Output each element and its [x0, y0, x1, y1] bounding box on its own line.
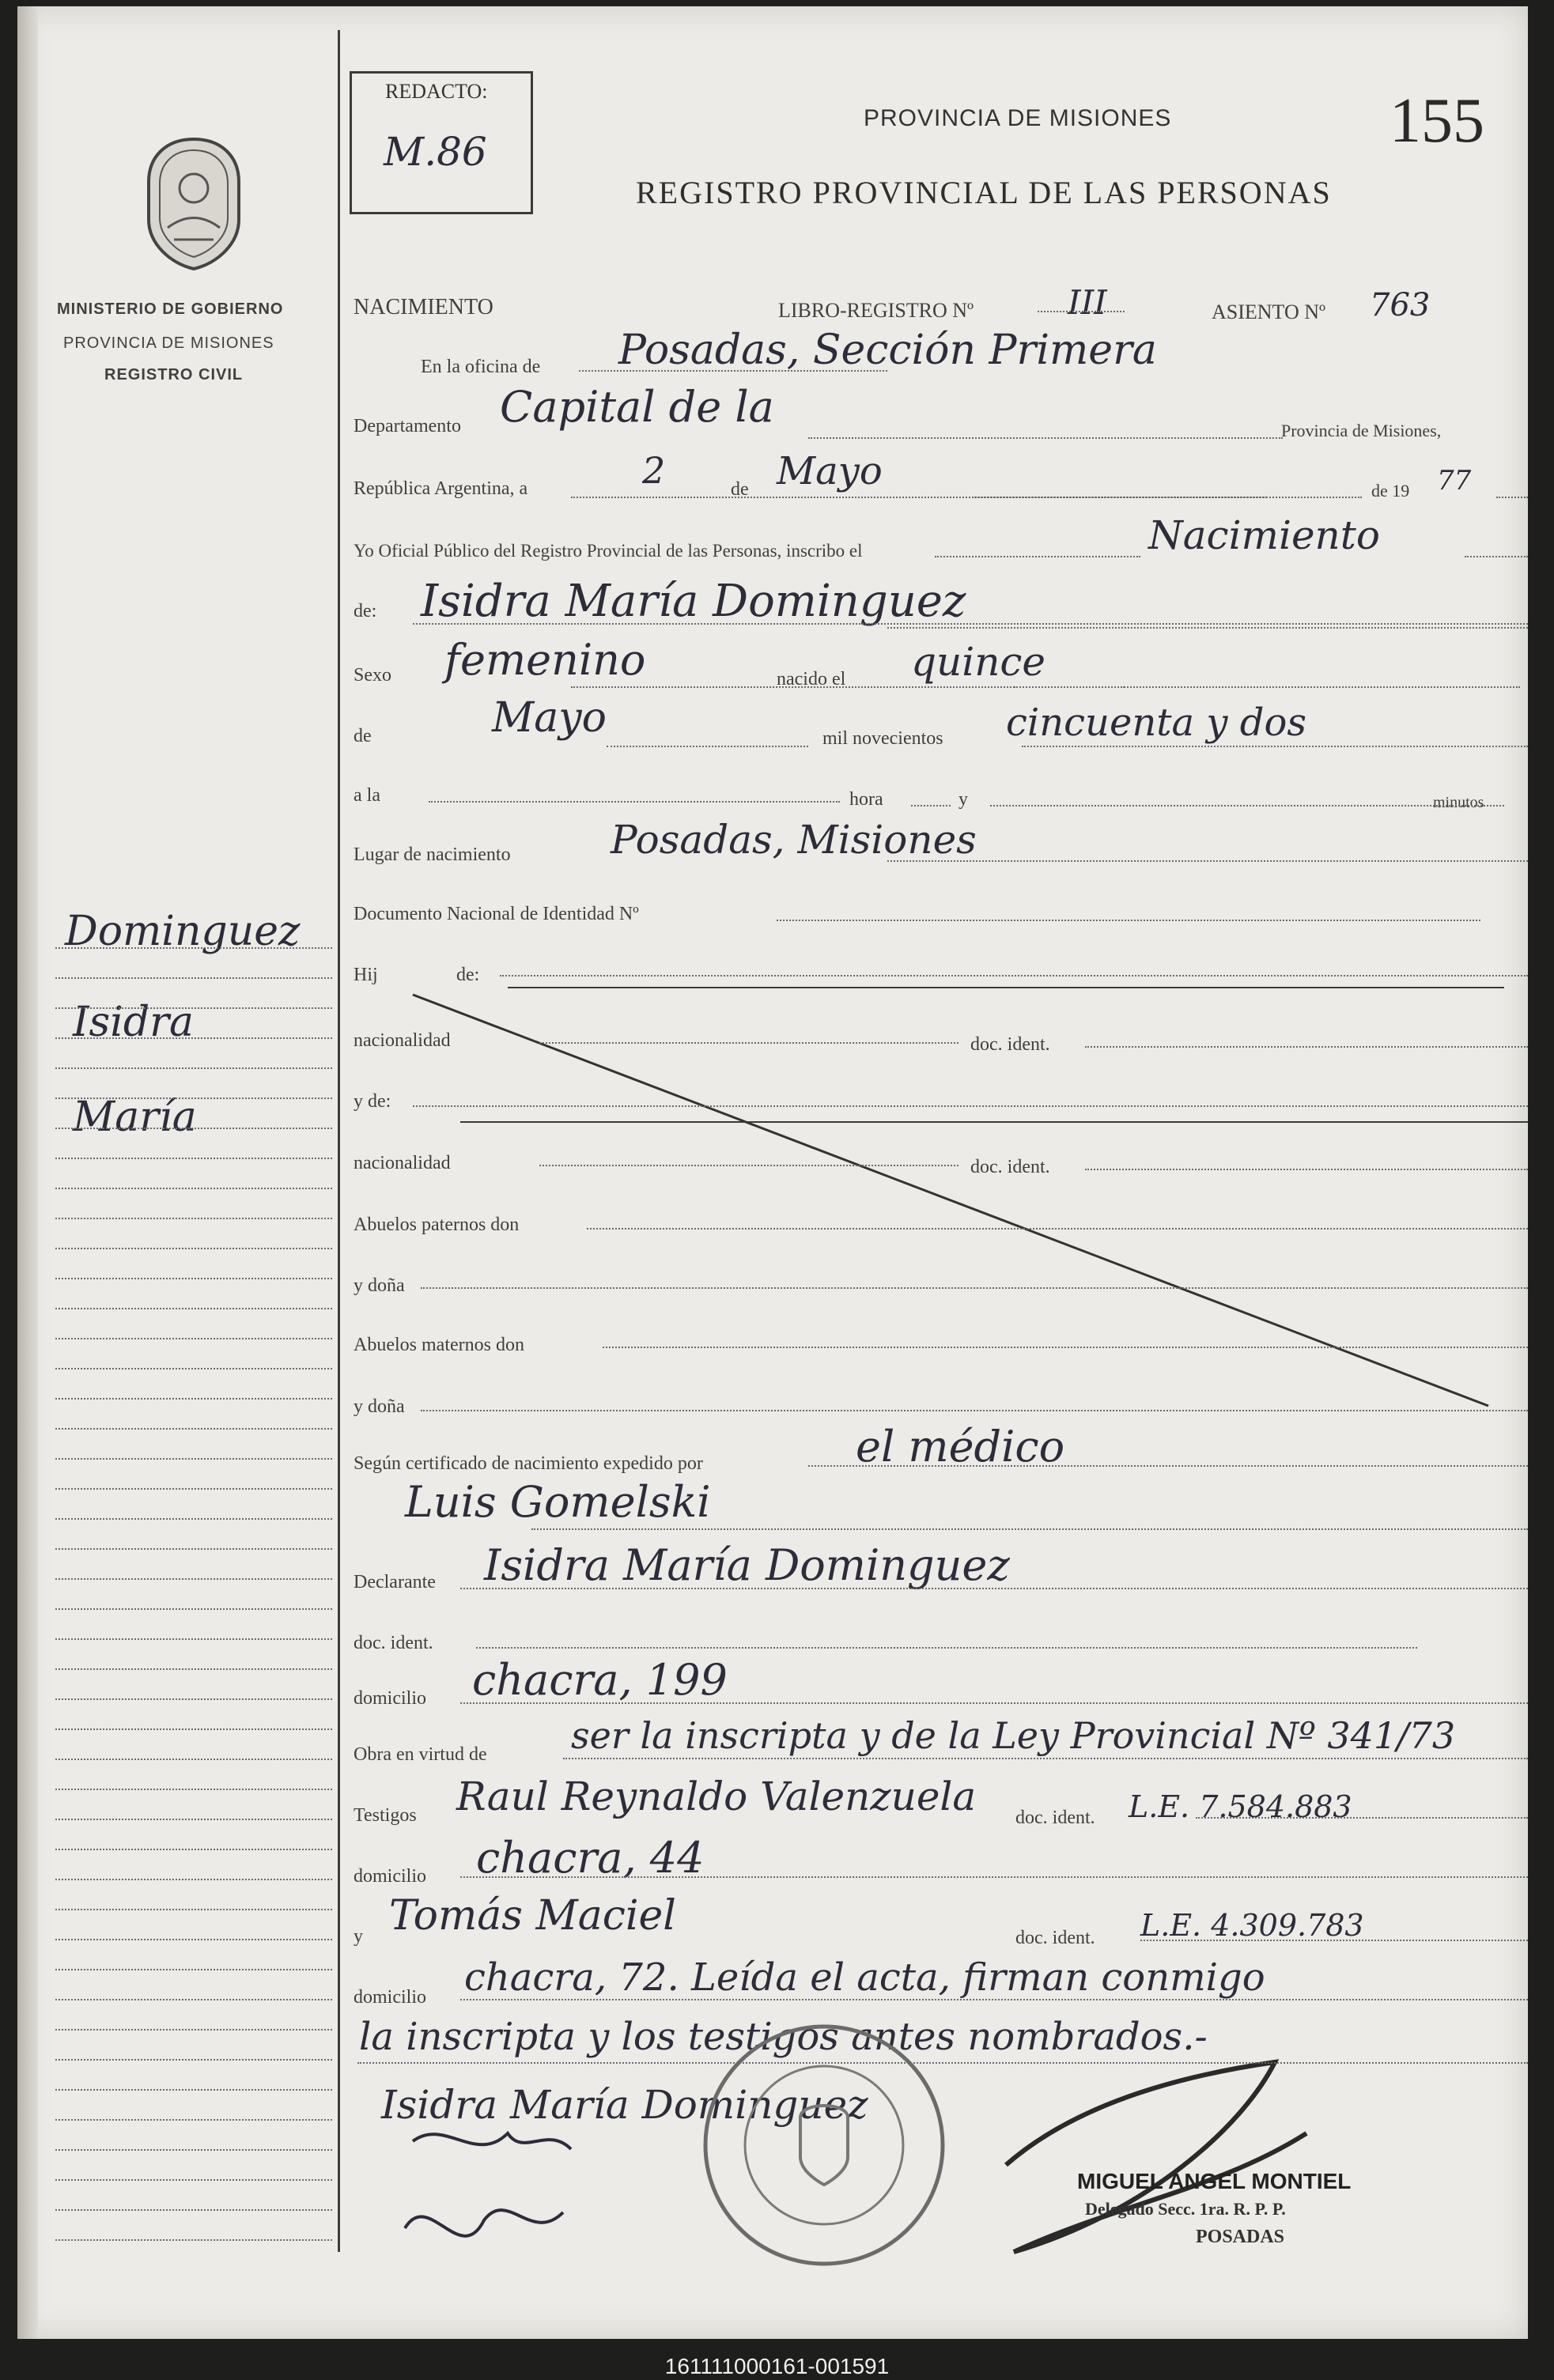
birth-month-value: Mayo: [492, 694, 607, 742]
form-rule: [539, 1165, 958, 1166]
year-label: de 19: [1371, 481, 1410, 501]
lugar-value: Posadas, Misiones: [611, 817, 977, 863]
abuelos-maternos-label: Abuelos maternos don: [354, 1335, 524, 1355]
registry-page: [17, 6, 1528, 2339]
form-rule: [563, 1758, 1528, 1759]
redacto-label: REDACTO:: [385, 80, 488, 103]
nacionalidad2-label: nacionalidad: [354, 1153, 451, 1173]
nacido-label: nacido el: [777, 669, 846, 689]
form-rule: [579, 370, 887, 372]
form-rule: [1014, 686, 1125, 688]
asiento-label: ASIENTO Nº: [1212, 300, 1326, 323]
redacto-value: M.86: [384, 129, 487, 175]
form-rule: [1496, 497, 1528, 498]
form-rule: [974, 497, 1267, 498]
republica-label: República Argentina, a: [354, 478, 528, 499]
form-rule: [1085, 1169, 1528, 1170]
form-rule: [1465, 556, 1528, 557]
form-rule: [421, 1287, 1528, 1289]
form-rule: [1085, 1046, 1528, 1048]
form-rule: [539, 1042, 958, 1044]
birth-year-value: cincuenta y dos: [1006, 701, 1307, 745]
form-rule: [429, 801, 840, 803]
form-rule: [587, 1228, 1528, 1230]
hij-label: Hij: [354, 965, 378, 985]
form-rule: [413, 623, 1528, 625]
oficial-text: Yo Oficial Público del Registro Provincial de las Personas, inscribo el: [354, 541, 863, 561]
y-dona2-label: y doña: [354, 1396, 405, 1417]
dni-label: Documento Nacional de Identidad Nº: [354, 904, 639, 924]
doc-ident2-label: doc. ident.: [970, 1157, 1050, 1177]
testigo2-value: Tomás Maciel: [389, 1892, 676, 1940]
doc-ident4-label: doc. ident.: [1015, 1808, 1095, 1828]
doc-ident5-label: doc. ident.: [1015, 1928, 1095, 1948]
domicilio2-value: chacra, 44: [476, 1833, 705, 1883]
name-value: Isidra María Dominguez: [421, 576, 966, 627]
form-rule: [531, 1528, 1528, 1530]
form-rule: [911, 805, 951, 807]
y-label: y: [958, 789, 968, 810]
provincia-label: Provincia de Misiones,: [1281, 421, 1442, 440]
declarante-label: Declarante: [354, 1572, 436, 1592]
testigo2-doc: L.E. 4.309.783: [1140, 1908, 1364, 1943]
official-title: Delegado Secc. 1ra. R. P. P.: [1085, 2199, 1286, 2219]
margin-surname: Dominguez: [65, 908, 301, 955]
abuelos-paternos-label: Abuelos paternos don: [354, 1215, 520, 1235]
domicilio2-label: domicilio: [354, 1866, 426, 1887]
month-value: Mayo: [777, 449, 883, 493]
nacionalidad-label: nacionalidad: [354, 1030, 451, 1051]
oficina-label: En la oficina de: [421, 357, 541, 377]
mil-label: mil novecientos: [822, 728, 943, 749]
form-rule: [460, 1702, 1528, 1704]
sexo-value: femenino: [444, 635, 646, 685]
a-la-label: a la: [354, 785, 380, 806]
form-rule: [990, 805, 1504, 807]
domicilio-value: chacra, 199: [472, 1655, 728, 1705]
registry-title: REGISTRO PROVINCIAL DE LAS PERSONAS: [636, 175, 1332, 210]
segun-value: el médico: [856, 1422, 1065, 1471]
form-rule: [460, 1588, 1528, 1589]
form-rule: [603, 1347, 1528, 1348]
sexo-label: Sexo: [354, 665, 391, 686]
form-rule: [887, 860, 1528, 862]
day-value: 2: [642, 449, 666, 492]
year-value: 77: [1437, 465, 1472, 497]
closing-value: la inscripta y los testigos antes nombrados.-: [359, 2015, 1208, 2059]
cancellation-line: [17, 6, 1528, 2339]
libro-label: LIBRO-REGISTRO Nº: [778, 299, 974, 322]
margin-first-name: Isidra: [73, 999, 195, 1046]
nacido-value: quince: [911, 639, 1045, 685]
obra-label: Obra en virtud de: [354, 1744, 487, 1765]
asiento-value: 763: [1370, 287, 1431, 323]
form-rule: [1022, 746, 1528, 747]
domicilio3-label: domicilio: [354, 1987, 426, 2008]
form-rule: [1196, 1817, 1528, 1819]
form-rule: [476, 1647, 1417, 1649]
de-label: de: [731, 479, 749, 500]
form-rule: [1140, 1940, 1528, 1941]
ministry-line-1: MINISTERIO DE GOBIERNO: [57, 300, 284, 318]
minutos-label: minutos: [1433, 794, 1484, 811]
departamento-value: Capital de la: [500, 382, 774, 432]
medico-value: Luis Gomelski: [405, 1477, 711, 1527]
form-rule: [935, 556, 1140, 557]
signature-declarant: Isidra María Dominguez: [381, 2082, 868, 2128]
form-rule: [808, 1465, 1528, 1467]
departamento-label: Departamento: [354, 416, 461, 436]
form-rule: [413, 1105, 1528, 1107]
hora-label: hora: [849, 789, 883, 810]
province-header: PROVINCIA DE MISIONES: [864, 105, 1172, 131]
hij-de-label: de:: [456, 965, 480, 985]
official-name: MIGUEL ANGEL MONTIEL: [1077, 2169, 1352, 2193]
testigos-label: Testigos: [354, 1805, 417, 1826]
official-city: POSADAS: [1196, 2227, 1285, 2247]
doc-ident3-label: doc. ident.: [354, 1633, 433, 1653]
obra-value: ser la inscripta y de la Ley Provincial Nº 341/73: [571, 1714, 1456, 1757]
form-rule: [460, 1999, 1528, 2000]
form-rule: [607, 746, 808, 747]
ministry-line-3: REGISTRO CIVIL: [104, 366, 244, 383]
y2-label: y: [354, 1926, 363, 1947]
de-colon-label: de:: [354, 601, 377, 621]
domicilio3-value: chacra, 72. Leída el acta, firman conmigo: [464, 1955, 1265, 2000]
form-rule: [887, 627, 1528, 629]
form-rule: [1038, 311, 1125, 312]
doc-ident-label: doc. ident.: [970, 1034, 1050, 1055]
form-rule: [460, 1876, 1528, 1878]
form-rule: [777, 920, 1480, 921]
de-month-label: de: [354, 726, 372, 746]
form-solid-rule: [508, 987, 1504, 988]
declarante-value: Isidra María Dominguez: [484, 1540, 1010, 1590]
form-rule: [421, 1410, 1528, 1411]
inscribo-value: Nacimiento: [1148, 512, 1380, 558]
segun-label: Según certificado de nacimiento expedido por: [354, 1453, 703, 1474]
domicilio-label: domicilio: [354, 1688, 426, 1709]
barcode-text: 161111000161-001591: [0, 2352, 1554, 2380]
testigo1-value: Raul Reynaldo Valenzuela: [456, 1774, 977, 1819]
form-rule: [357, 2062, 1528, 2064]
act-type-label: NACIMIENTO: [354, 295, 493, 319]
testigo1-doc: L.E. 7.584.883: [1129, 1789, 1352, 1824]
page-number: 155: [1390, 86, 1484, 156]
ministry-line-2: PROVINCIA DE MISIONES: [63, 334, 274, 352]
form-rule: [500, 975, 1528, 977]
lugar-label: Lugar de nacimiento: [354, 844, 511, 865]
y-dona-label: y doña: [354, 1275, 405, 1296]
margin-second-name: María: [73, 1094, 197, 1141]
form-solid-rule: [460, 1121, 1528, 1123]
libro-value: III: [1068, 283, 1107, 322]
form-rule: [808, 437, 1283, 439]
oficina-value: Posadas, Sección Primera: [618, 327, 1157, 374]
y-de-label: y de:: [354, 1091, 391, 1112]
